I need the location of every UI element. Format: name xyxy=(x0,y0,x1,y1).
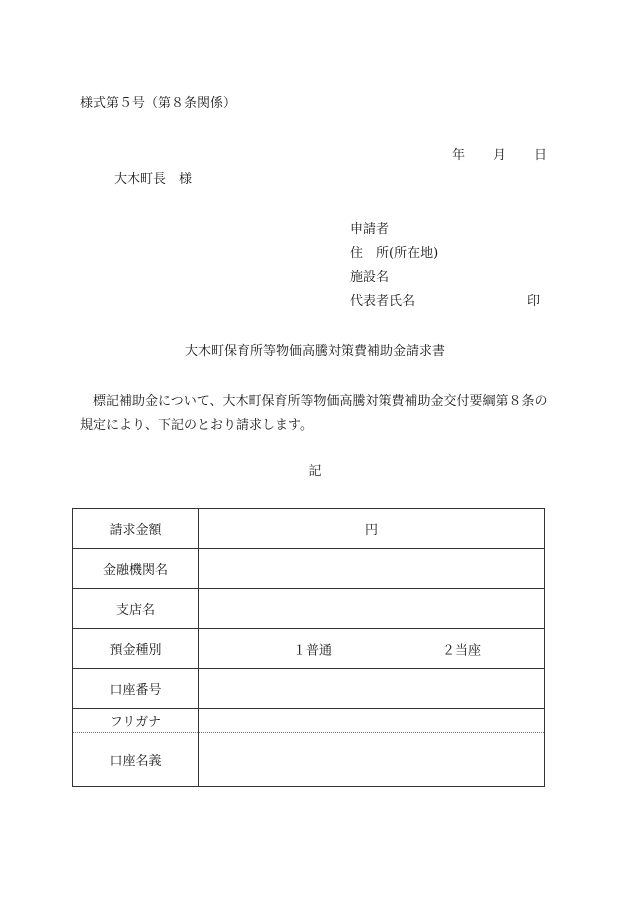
account-number-label: 口座番号 xyxy=(73,669,199,709)
ki-mark: 記 xyxy=(308,464,322,479)
furigana-label: フリガナ xyxy=(73,709,199,733)
amount-label: 請求金額 xyxy=(73,509,199,549)
deposit-type-ordinary[interactable]: １普通 xyxy=(293,643,333,658)
account-holder-label: 口座名義 xyxy=(73,733,199,787)
representative-label: 代表者氏名 xyxy=(350,294,416,309)
account-number-field[interactable] xyxy=(199,669,545,709)
table-row-furigana xyxy=(73,709,545,733)
branch-field[interactable] xyxy=(199,589,545,629)
date-day: 日 xyxy=(534,148,548,163)
bank-field[interactable] xyxy=(199,549,545,589)
document-title: 大木町保育所等物価高騰対策費補助金請求書 xyxy=(184,344,445,359)
form-number: 様式第５号（第８条関係） xyxy=(80,96,237,111)
date-line xyxy=(452,148,547,164)
branch-label: 支店名 xyxy=(73,589,199,629)
body-text: 標記補助金について、大木町保育所等物価高騰対策費補助金交付要綱第８条の規定により、下記のとおり請求します。 xyxy=(80,394,548,433)
table-row-deposit-type xyxy=(73,629,545,669)
table-row-account-holder xyxy=(73,733,545,787)
deposit-type-current[interactable]: ２当座 xyxy=(442,643,482,658)
addressee: 大木町長 様 xyxy=(114,172,193,187)
address-label: 住 所(所在地) xyxy=(350,246,439,261)
table-row-account-number xyxy=(73,669,545,709)
account-holder-field[interactable] xyxy=(199,733,545,787)
seal-mark: 印 xyxy=(527,294,541,309)
amount-field[interactable] xyxy=(199,509,545,549)
date-year: 年 xyxy=(452,148,466,163)
deposit-type-field xyxy=(199,629,545,669)
deposit-type-label: 預金種別 xyxy=(73,629,199,669)
facility-label: 施設名 xyxy=(350,270,390,285)
table-row-amount xyxy=(73,509,545,549)
applicant-label: 申請者 xyxy=(350,222,390,237)
furigana-field[interactable] xyxy=(199,709,545,733)
claim-table xyxy=(72,508,545,787)
amount-unit: 円 xyxy=(364,523,378,538)
date-month: 月 xyxy=(493,148,507,163)
table-row-bank xyxy=(73,549,545,589)
table-row-branch xyxy=(73,589,545,629)
bank-label: 金融機関名 xyxy=(73,549,199,589)
